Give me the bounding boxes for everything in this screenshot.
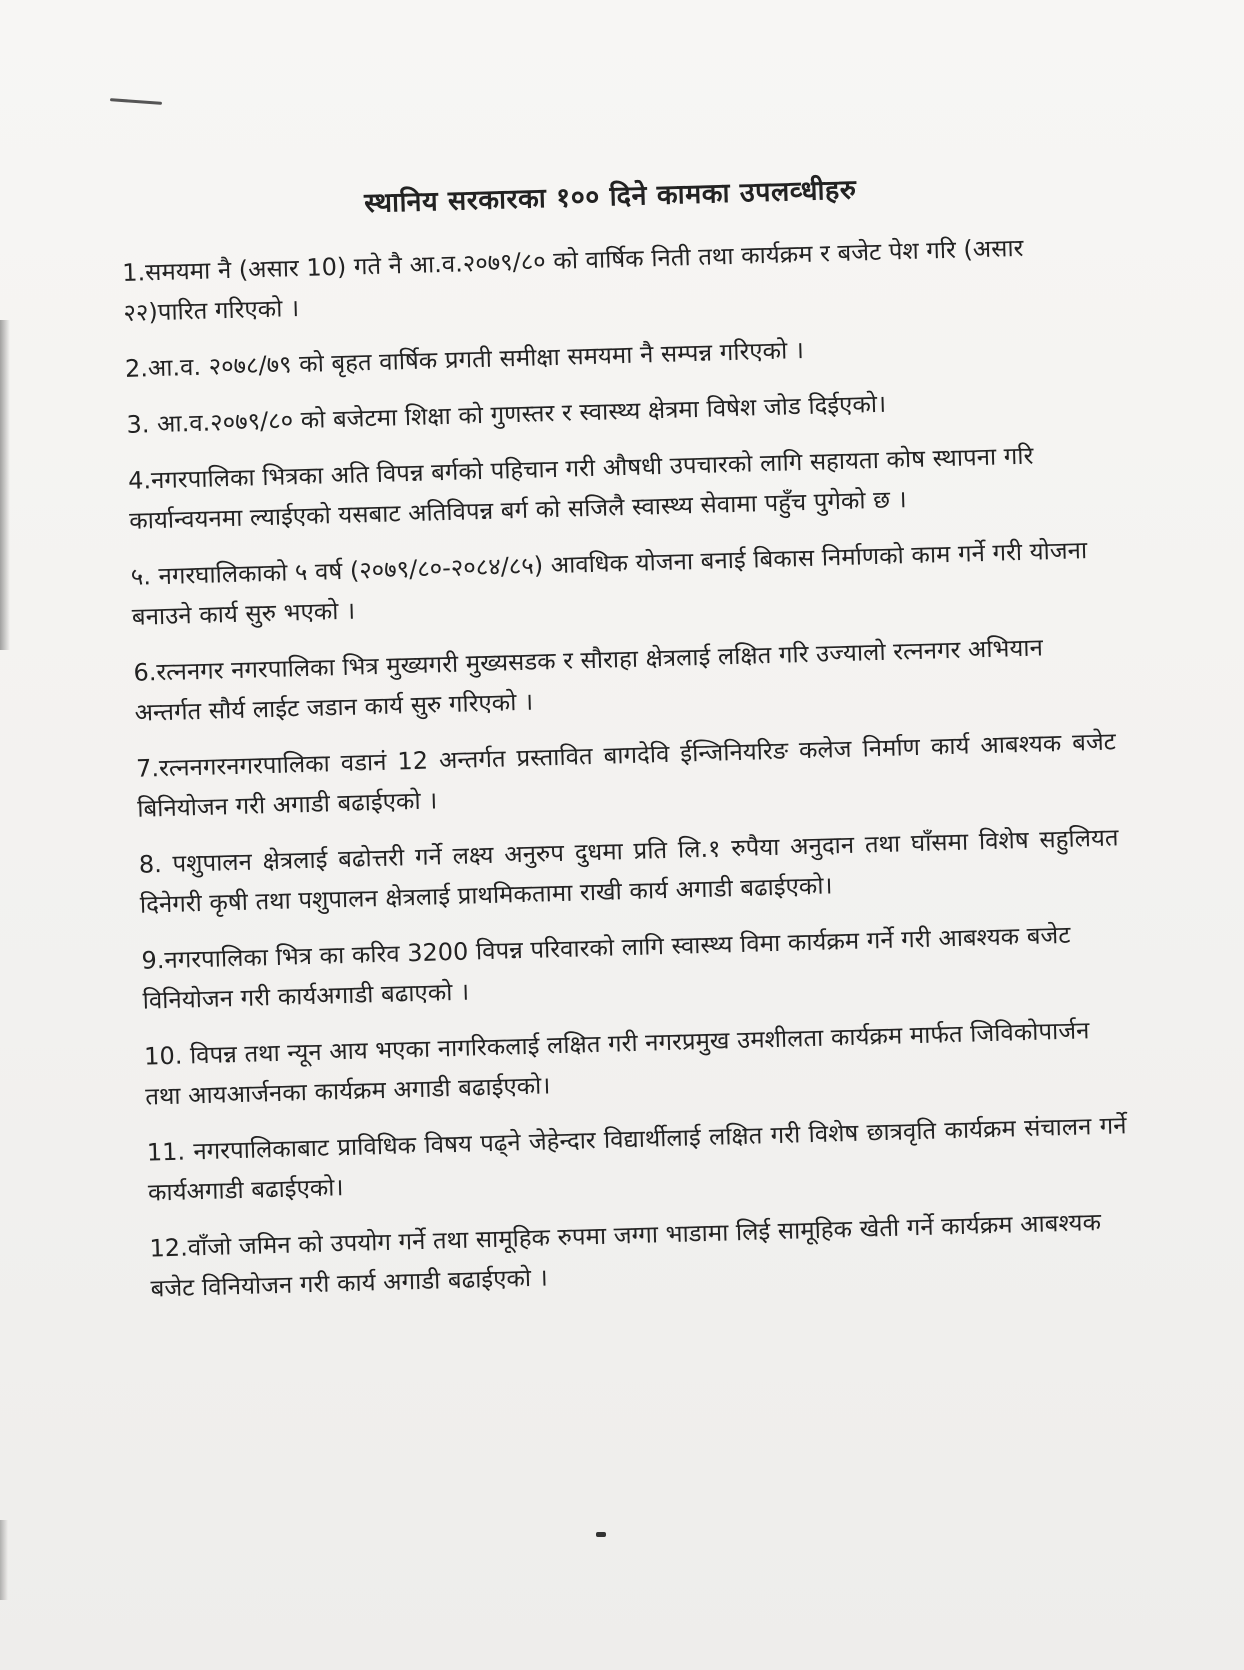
list-item: 10. विपन्न तथा न्यून आय भएका नागरिकलाई लक्षित गरी नगरप्रमुख उमशीलता कार्यक्रम मार्फत जिविकोपार्जन तथा आयआर्जनका कार्यक्रम अगाडी बढाईएको। bbox=[143, 1016, 1090, 1111]
list-item: 3. आ.व.२०७९/८० को बजेटमा शिक्षा को गुणस्तर र स्वास्थ्य क्षेत्रमा विषेश जोड दिईएको। bbox=[126, 389, 887, 439]
list-item: 9.नगरपालिका भित्र का करिव 3200 विपन्न परिवारको लागि स्वास्थ्य विमा कार्यक्रम गर्ने गरी आबश्यक बजेट विनियोजन गरी कार्यअगाडी बढाएको । bbox=[141, 920, 1071, 1015]
page-edge-shadow-lower bbox=[0, 1520, 8, 1600]
list-item: ५. नगरघालिकाको ५ वर्ष (२०७९/८०-२०८४/८५) आवधिक योजना बनाई बिकास निर्माणको काम गर्ने गरी योजना बनाउने कार्य सुरु भएको । bbox=[130, 536, 1088, 631]
list-item: 4.नगरपालिका भित्रका अति विपन्न बर्गको पहिचान गरी औषधी उपचारको लागि सहायता कोष स्थापना गरि कार्यान्वयनमा ल्याईएको यसबाट अतिविपन्न बर्ग को सजिलै स्वास्थ्य सेवामा पहुँच पुगेको छ । bbox=[127, 441, 1034, 535]
page-edge-shadow bbox=[0, 320, 10, 650]
ink-dot bbox=[596, 1532, 606, 1537]
list-item: 11. नगरपालिकाबाट प्राविधिक विषय पढ्ने जेहेन्दार विद्यार्थीलाई लक्षित गरी विशेष छात्रवृति कार्यक्रम संचालन गर्ने कार्यअगाडी बढाईएको। bbox=[146, 1111, 1127, 1207]
list-item: 2.आ.व. २०७८/७९ को बृहत वार्षिक प्रगती समीक्षा समयमा नै सम्पन्न गरिएको । bbox=[124, 335, 805, 383]
list-item: 6.रत्ननगर नगरपालिका भित्र मुख्यगरी मुख्यसडक र सौराहा क्षेत्रलाई लक्षित गरि उज्यालो रत्ननगर अभियान अन्तर्गत सौर्य लाईट जडान कार्य सुरु गरिएको । bbox=[133, 633, 1044, 727]
document-body bbox=[120, 163, 1131, 1325]
list-item: 7.रत्ननगरनगरपालिका वडानं 12 अन्तर्गत प्रस्तावित बागदेवि ईन्जिनियरिङ कलेज निर्माण कार्य आबश्यक बजेट बिनियोजन गरी अगाडी बढाईएको । bbox=[135, 727, 1117, 823]
pen-mark bbox=[110, 98, 162, 105]
list-item: 8. पशुपालन क्षेत्रलाई बढोत्तरी गर्ने लक्ष्य अनुरुप दुधमा प्रति लि.१ रुपैया अनुदान तथा घाँसमा विशेष सहुलियत दिनेगरी कृषी तथा पशुपालन क्षेत्रलाई प्राथमिकतामा राखी कार्य अगाडी बढाईएको। bbox=[138, 823, 1119, 919]
list-item: 1.समयमा नै (असार 10) गते नै आ.व.२०७९/८० को वार्षिक निती तथा कार्यक्रम र बजेट पेश गरि (असार २२)पारित गरिएको । bbox=[121, 233, 1024, 327]
document-title: स्थानिय सरकारका १०० दिने कामका उपलव्धीहरु bbox=[363, 174, 857, 220]
list-item: 12.वाँजो जमिन को उपयोग गर्ने तथा सामूहिक रुपमा जग्गा भाडामा लिई सामूहिक खेती गर्ने कार्यक्रम आबश्यक बजेट विनियोजन गरी कार्य अगाडी बढाईएको । bbox=[149, 1208, 1102, 1303]
